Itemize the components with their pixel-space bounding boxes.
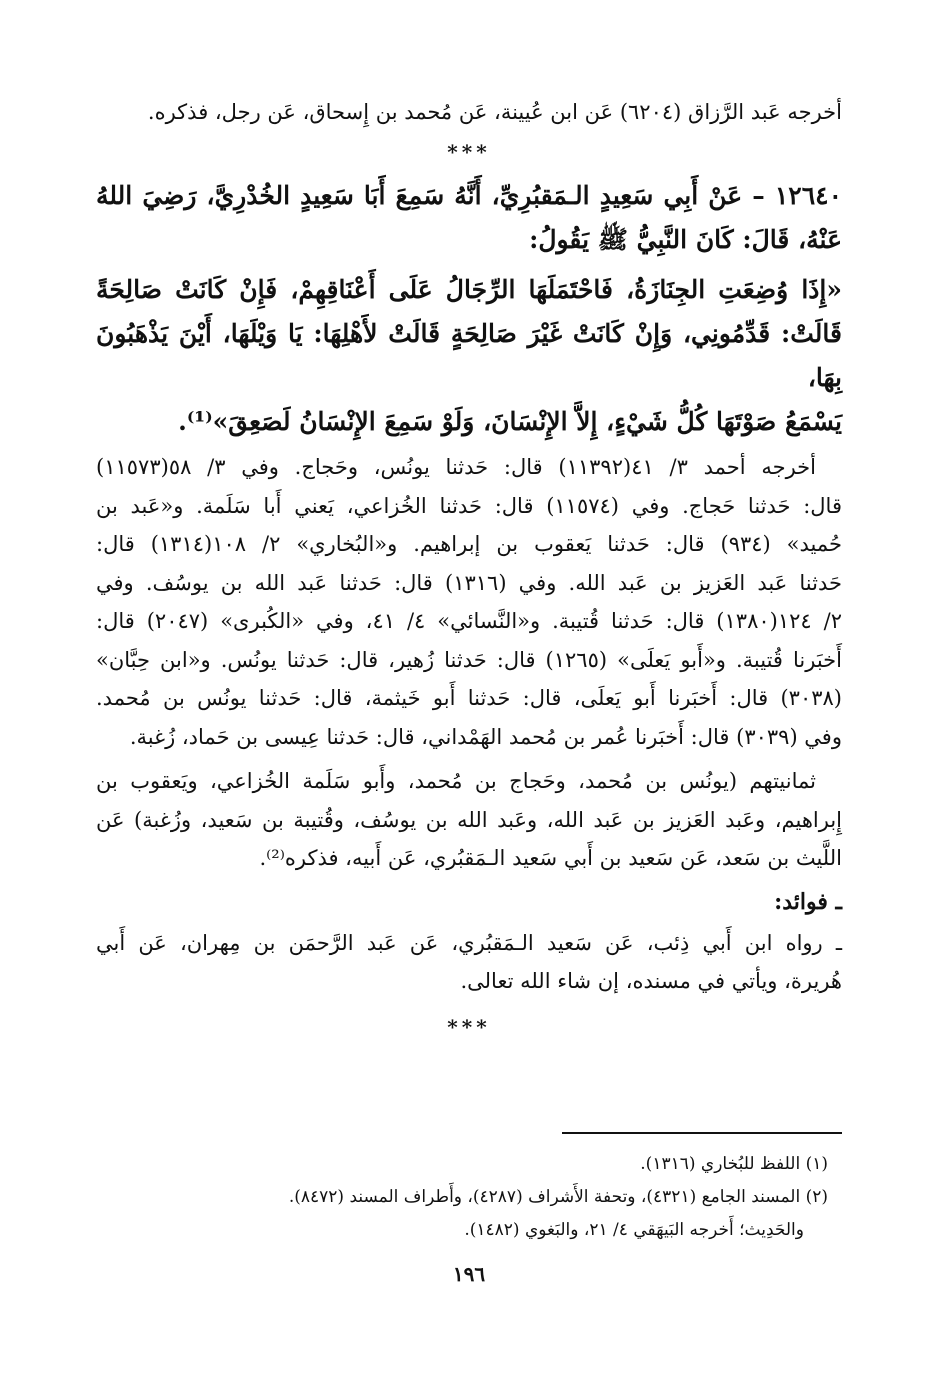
footnote-2-continuation: والحَدِيث؛ أَخرجه البَيهَقي ٤/ ٢١، والبَغوي (١٤٨٢). (464, 1220, 804, 1240)
fawaid-heading: ـ فوائد: (774, 888, 842, 915)
intro-line: أخرجه عَبد الرَّزاق (٦٢٠٤) عَن ابن عُيينة، عَن مُحمد بن إِسحاق، عَن رجل، فذكره. (147, 100, 842, 124)
section-separator-bottom: *** (447, 1014, 491, 1039)
summary-paragraph (96, 762, 842, 878)
footnote-divider (562, 1132, 842, 1134)
footnote-2: (٢) المسند الجامع (٤٣٢١)، وتحفة الأَشراف (٤٢٨٧)، وأَطراف المسند (٨٤٧٢). (288, 1187, 828, 1207)
fawaid-paragraph (96, 924, 842, 1001)
footnote-1: (١) اللفظ للبُخاري (١٣١٦). (640, 1154, 828, 1174)
takhrij-line: ٢/ ١٢٤(١٣٨٠) قال: حَدثنا قُتيبة. و«النَّسائي» ٤/ ٤١، وفي «الكُبرى» (٢٠٤٧) قال: (96, 609, 842, 633)
takhrij-line: حُميد» (٩٣٤) قال: حَدثنا يَعقوب بن إبراهيم. و«البُخاري» ٢/ ١٠٨(١٣١٤) قال: (96, 532, 842, 556)
takhrij-paragraph (96, 448, 842, 756)
takhrij-line: أَخبَرنا قُتيبة. و«أَبو يَعلَى» (١٢٦٥) قال: حَدثنا زُهير، قال: حَدثنا يونُس. و«ابن حِبَّان» (96, 647, 842, 672)
hadith-text (96, 268, 842, 444)
hadith-header-line: عَنْهُ، قَالَ: كَانَ النَّبِيُّ ﷺ يَقُولُ: (529, 225, 842, 254)
hadith-text-line: قَالَتْ: قَدِّمُونِي، وَإِنْ كَانَتْ غَيْرَ صَالِحَةٍ قَالَتْ لأَهْلِهَا: يَا وَيْلَهَا، أَيْنَ يَذْهَبُونَ بِهَا، (96, 319, 842, 392)
takhrij-line: قال: حَدثنا حَجاج. وفي (١١٥٧٤) قال: حَدثنا الخُزاعي، يَعني أَبا سَلَمة. و«عَبد بن (96, 493, 842, 518)
summary-line: ثمانيتهم (يونُس بن مُحمد، وحَجاج بن مُحمد، وأَبو سَلَمة الخُزاعي، ويَعقوب بن (96, 769, 816, 793)
takhrij-line: وفي (٣٠٣٩) قال: أَخبَرنا عُمر بن مُحمد الهَمْداني، قال: حَدثنا عِيسى بن حَماد، زُغبة. (129, 724, 842, 749)
hadith-text-line: «إِذَا وُضِعَتِ الجِنَازَةُ، فَاحْتَمَلَهَا الرِّجَالُ عَلَى أَعْنَاقِهِمْ، فَإِنْ كَانَتْ صَالِحَةً (96, 275, 842, 304)
takhrij-line: حَدثنا عَبد العَزيز بن عَبد الله. وفي (١٣١٦) قال: حَدثنا عَبد الله بن يوسُف. وفي (96, 570, 842, 595)
hadith-header (96, 174, 842, 262)
fawaid-line: هُريرة، ويأتي في مسنده، إن شاء الله تعالى. (460, 969, 842, 993)
takhrij-line: (٣٠٣٨) قال: أَخبَرنا أَبو يَعلَى، قال: حَدثنا أَبو خَيثمة، قال: حَدثنا يونُس بن مُحمد. (96, 686, 842, 710)
hadith-header-line: ١٢٦٤٠ – عَنْ أَبِي سَعِيدٍ الـمَقبُرِيِّ، أَنَّهُ سَمِعَ أَبَا سَعِيدٍ الخُدْرِيَّ، رَضِيَ اللهُ (96, 181, 842, 210)
takhrij-line: أخرجه أحمد ٣/ ٤١(١١٣٩٢) قال: حَدثنا يونُس، وحَجاج. وفي ٣/ ٥٨(١١٥٧٣) (96, 455, 816, 479)
page-body (96, 92, 842, 1049)
footnotes (96, 1148, 828, 1247)
summary-line: إِبراهيم، وعَبد العَزيز بن عَبد الله، وعَبد الله بن يوسُف، وقُتيبة بن سَعيد، وزُغبة) عَن (96, 807, 842, 832)
fawaid-line: ـ رواه ابن أَبي ذِئب، عَن سَعيد الـمَقبُري، عَن عَبد الرَّحمَن بن مِهران، عَن أَبي (96, 930, 842, 955)
summary-line: اللَّيث بن سَعد، عَن سَعيد بن أَبي سَعيد الـمَقبُري، عَن أَبيه، فذكره⁽²⁾. (259, 846, 842, 870)
page-number: ١٩٦ (452, 1262, 486, 1286)
section-separator-top: *** (447, 140, 491, 164)
hadith-text-line: يَسْمَعُ صَوْتَهَا كُلُّ شَيْءٍ، إِلاَّ الإِنْسَانَ، وَلَوْ سَمِعَ الإِنْسَانُ لَصَعِقَ»⁽¹⁾. (178, 407, 842, 436)
